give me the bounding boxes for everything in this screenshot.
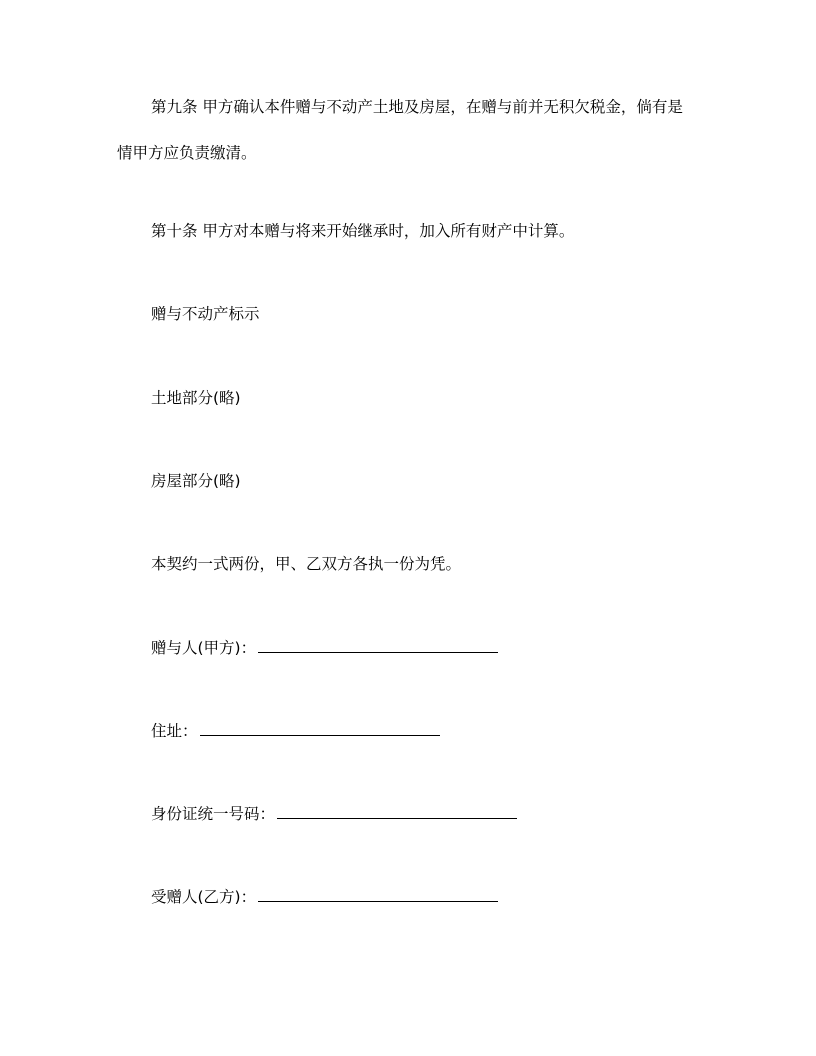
address-field[interactable] xyxy=(200,721,440,736)
building-section: 房屋部分(略) xyxy=(151,472,241,490)
article-9-line-2: 情甲方应负责缴清。 xyxy=(117,144,257,162)
address-row xyxy=(151,721,440,741)
donor-label: 赠与人(甲方)： xyxy=(151,639,257,657)
donor-signature-row xyxy=(151,638,498,658)
donee-signature-field[interactable] xyxy=(258,887,498,902)
land-section: 土地部分(略) xyxy=(151,389,241,407)
id-number-label: 身份证统一号码： xyxy=(151,805,276,823)
donee-signature-row xyxy=(151,887,498,907)
article-10: 第十条 甲方对本赠与将来开始继承时，加入所有财产中计算。 xyxy=(151,222,575,240)
donee-label: 受赠人(乙方)： xyxy=(151,888,257,906)
id-number-field[interactable] xyxy=(277,804,517,819)
article-9-line-1: 第九条 甲方确认本件赠与不动产土地及房屋，在赠与前并无积欠税金，倘有是 xyxy=(151,98,683,116)
donor-signature-field[interactable] xyxy=(258,638,498,653)
copies-clause: 本契约一式两份，甲、乙双方各执一份为凭。 xyxy=(151,555,462,573)
address-label: 住址： xyxy=(151,722,198,740)
id-number-row xyxy=(151,804,517,824)
schedule-heading: 赠与不动产标示 xyxy=(151,305,260,323)
